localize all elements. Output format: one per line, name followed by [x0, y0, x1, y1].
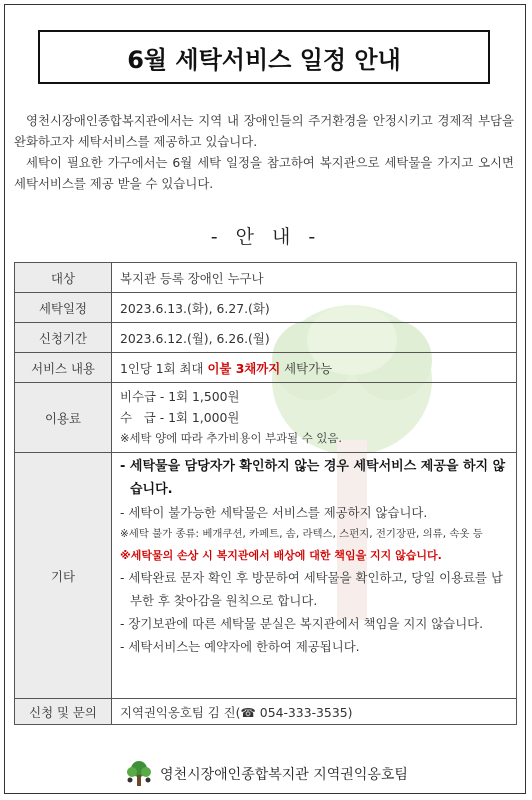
- fee-non-recipient: 비수급 - 1회 1,500원: [120, 389, 240, 404]
- intro-text: [14, 110, 514, 194]
- label-service: 서비스 내용: [15, 353, 112, 383]
- etc-item-3: ※세탁 불가 종류: 베개쿠션, 카페트, 솜, 라텍스, 스펀지, 전기장판, 의류, 속옷 등: [120, 528, 483, 540]
- etc-item-2: - 세탁이 불가능한 세탁물은 서비스를 제공하지 않습니다.: [120, 505, 428, 520]
- row-service: [15, 353, 517, 383]
- title-text: 6월 세탁서비스 일정 안내: [127, 45, 401, 74]
- row-wash-schedule: [15, 293, 517, 323]
- notice-heading: - 안 내 -: [210, 226, 322, 248]
- value-wash-schedule: 2023.6.13.(화), 6.27.(화): [112, 293, 517, 323]
- etc-item-1: - 세탁물을 담당자가 확인하지 않는 경우 세탁서비스 제공을 하지 않습니다.: [120, 459, 506, 497]
- value-contact: 지역권익옹호팀 김 진(☎ 054-333-3535): [112, 699, 517, 725]
- value-target: 복지관 등록 장애인 누구나: [112, 263, 517, 293]
- label-target: 대상: [15, 263, 112, 293]
- value-etc: [112, 453, 517, 699]
- label-wash-schedule: 세탁일정: [15, 293, 112, 323]
- etc-item-6: - 장기보관에 따른 세탁물 분실은 복지관에서 책임을 지지 않습니다.: [120, 616, 484, 631]
- service-highlight: 이불 3채까지: [207, 360, 281, 376]
- label-fee: 이용료: [15, 383, 112, 453]
- info-table: [14, 262, 517, 725]
- document-title: [38, 30, 490, 84]
- row-fee: [15, 383, 517, 453]
- label-etc: 기타: [15, 453, 112, 699]
- row-apply-period: [15, 323, 517, 353]
- service-pre: 1인당 1회 최대: [120, 360, 208, 376]
- etc-item-5: - 세탁완료 문자 확인 후 방문하여 세탁물을 확인하고, 당일 이용료를 납부한 후 찾아감을 원칙으로 합니다.: [120, 570, 503, 608]
- footer: [0, 760, 532, 788]
- footer-org: 영천시장애인종합복지관 지역권익옹호팀: [160, 767, 408, 783]
- label-contact: 신청 및 문의: [15, 699, 112, 725]
- value-apply-period: 2023.6.12.(월), 6.26.(월): [112, 323, 517, 353]
- people-tree-logo-icon: [124, 760, 154, 788]
- intro-paragraph-2: 세탁이 필요한 가구에서는 6월 세탁 일정을 참고하여 복지관으로 세탁물을 가지고 오시면 세탁서비스를 제공 받을 수 있습니다.: [14, 155, 514, 191]
- etc-item-4: ※세탁물의 손상 시 복지관에서 배상에 대한 책임을 지지 않습니다.: [120, 549, 442, 562]
- service-post: 세탁가능: [280, 360, 333, 376]
- fee-note: ※세탁 양에 따라 추가비용이 부과될 수 있음.: [120, 431, 342, 445]
- fee-recipient: 수 급 - 1회 1,000원: [120, 410, 240, 425]
- row-contact: [15, 699, 517, 725]
- etc-item-7: - 세탁서비스는 예약자에 한하여 제공됩니다.: [120, 639, 360, 654]
- value-service: [112, 353, 517, 383]
- value-fee: [112, 383, 517, 453]
- label-apply-period: 신청기간: [15, 323, 112, 353]
- row-target: [15, 263, 517, 293]
- intro-paragraph-1: 영천시장애인종합복지관에서는 지역 내 장애인들의 주거환경을 안정시키고 경제적 부담을 완화하고자 세탁서비스를 제공하고 있습니다.: [14, 113, 514, 149]
- row-etc: [15, 453, 517, 699]
